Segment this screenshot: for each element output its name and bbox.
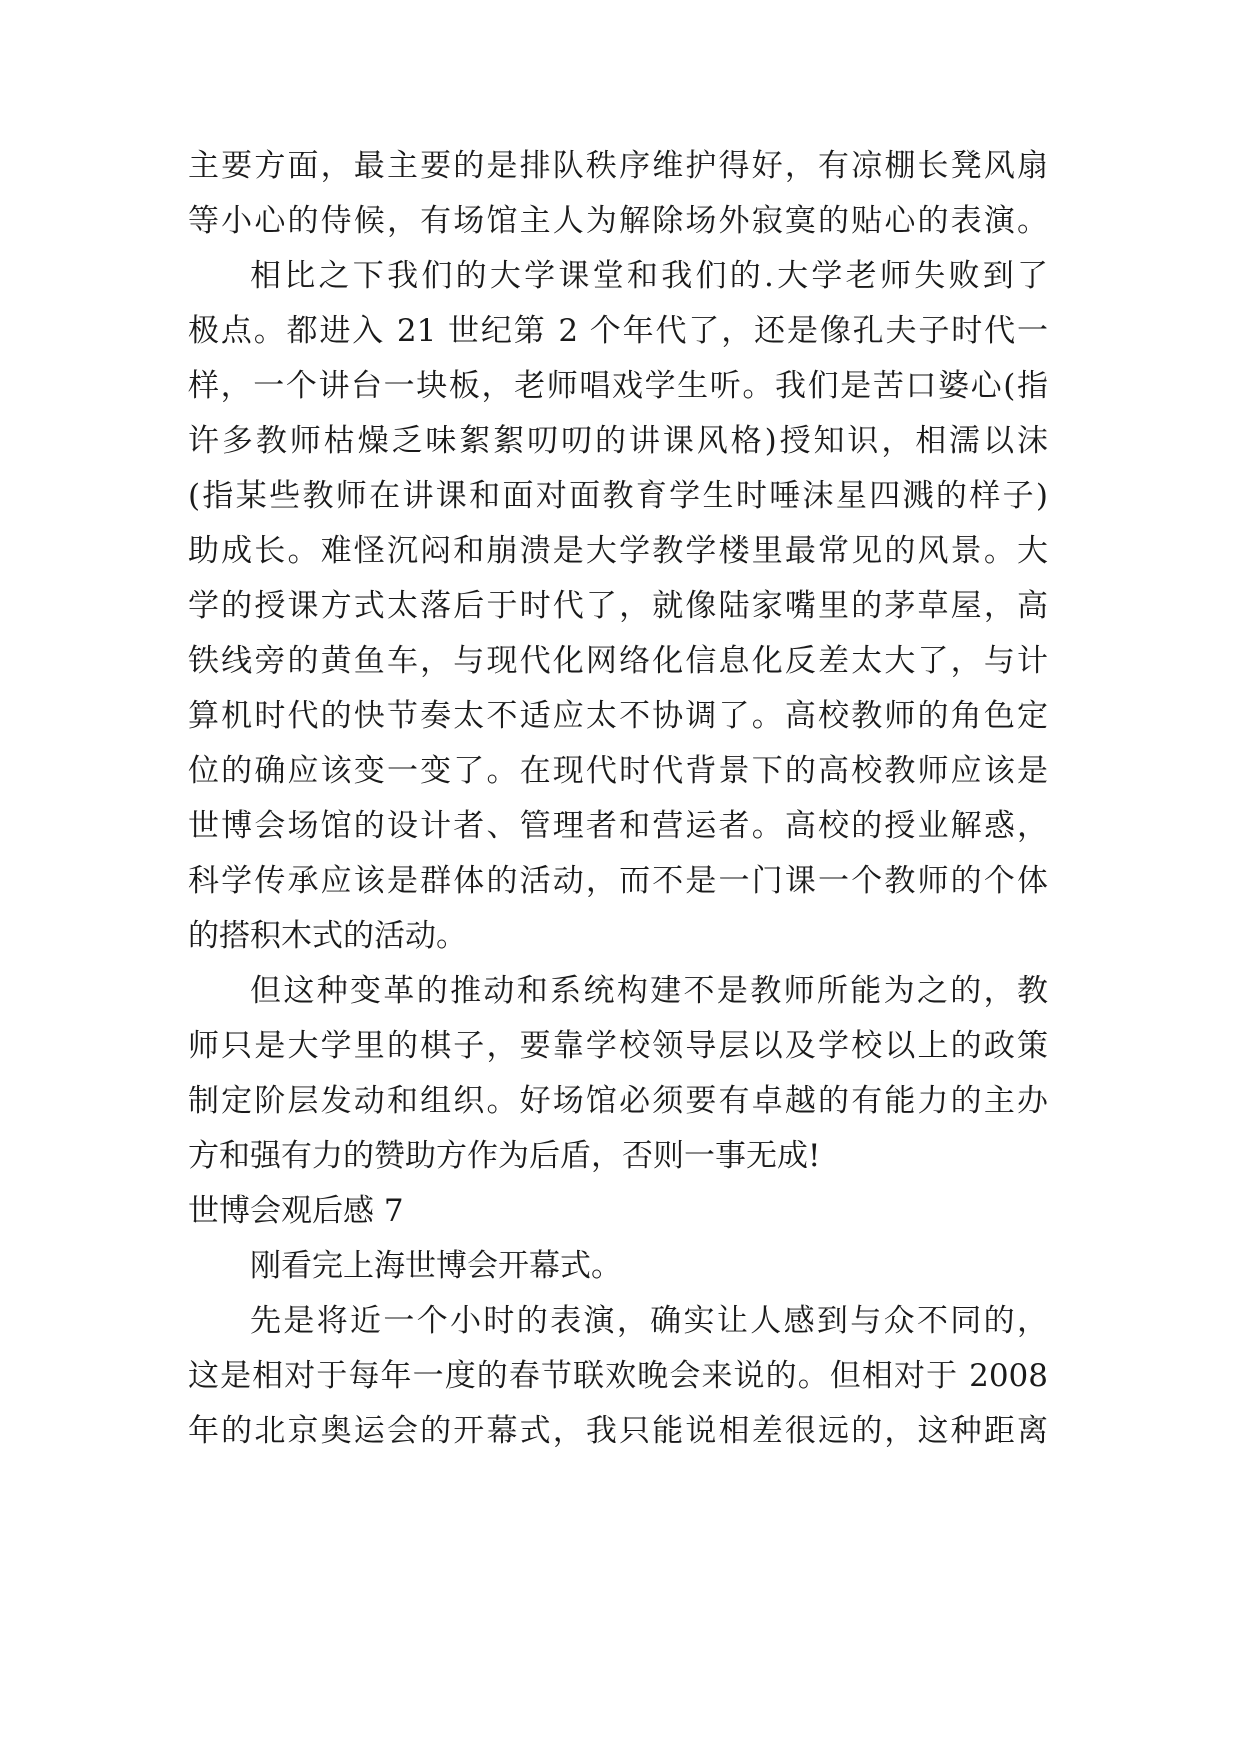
- text-line: 相比之下我们的大学课堂和我们的.大学老师失败到了: [250, 258, 1048, 294]
- text-line: 许多教师枯燥乏味絮絮叨叨的讲课风格)授知识，相濡以沫: [188, 423, 1048, 459]
- text-line: 样，一个讲台一块板，老师唱戏学生听。我们是苦口婆心(指: [188, 368, 1048, 404]
- text-line: 年的北京奥运会的开幕式，我只能说相差很远的，这种距离: [188, 1413, 1048, 1449]
- text-line: 世博会场馆的设计者、管理者和营运者。高校的授业解惑，: [188, 808, 1048, 844]
- text-line: 刚看完上海世博会开幕式。: [250, 1248, 622, 1284]
- text-line: 科学传承应该是群体的活动，而不是一门课一个教师的个体: [188, 863, 1048, 899]
- text-line: 等小心的侍候，有场馆主人为解除场外寂寞的贴心的表演。: [188, 203, 1048, 239]
- text-line: 制定阶层发动和组织。好场馆必须要有卓越的有能力的主办: [188, 1083, 1048, 1119]
- text-line: 师只是大学里的棋子，要靠学校领导层以及学校以上的政策: [188, 1028, 1048, 1064]
- text-line: 学的授课方式太落后于时代了，就像陆家嘴里的茅草屋，高: [188, 588, 1048, 624]
- text-line: 的搭积木式的活动。: [188, 918, 467, 954]
- text-line: 主要方面，最主要的是排队秩序维护得好，有凉棚长凳风扇: [188, 148, 1048, 184]
- text-line: 算机时代的快节奏太不适应太不协调了。高校教师的角色定: [188, 698, 1048, 734]
- text-line: 先是将近一个小时的表演，确实让人感到与众不同的，: [250, 1303, 1048, 1339]
- text-line: 位的确应该变一变了。在现代时代背景下的高校教师应该是: [188, 753, 1048, 789]
- text-line: 铁线旁的黄鱼车，与现代化网络化信息化反差太大了，与计: [188, 643, 1048, 679]
- text-line: 这是相对于每年一度的春节联欢晚会来说的。但相对于 2008: [188, 1358, 1048, 1394]
- text-line: 极点。都进入 21 世纪第 2 个年代了，还是像孔夫子时代一: [188, 313, 1048, 349]
- text-line: 助成长。难怪沉闷和崩溃是大学教学楼里最常见的风景。大: [188, 533, 1048, 569]
- text-line: (指某些教师在讲课和面对面教育学生时唾沫星四溅的样子): [188, 478, 1048, 514]
- text-line: 方和强有力的赞助方作为后盾，否则一事无成!: [188, 1138, 821, 1174]
- section-heading: 世博会观后感 7: [188, 1193, 404, 1229]
- text-line: 但这种变革的推动和系统构建不是教师所能为之的，教: [250, 973, 1048, 1009]
